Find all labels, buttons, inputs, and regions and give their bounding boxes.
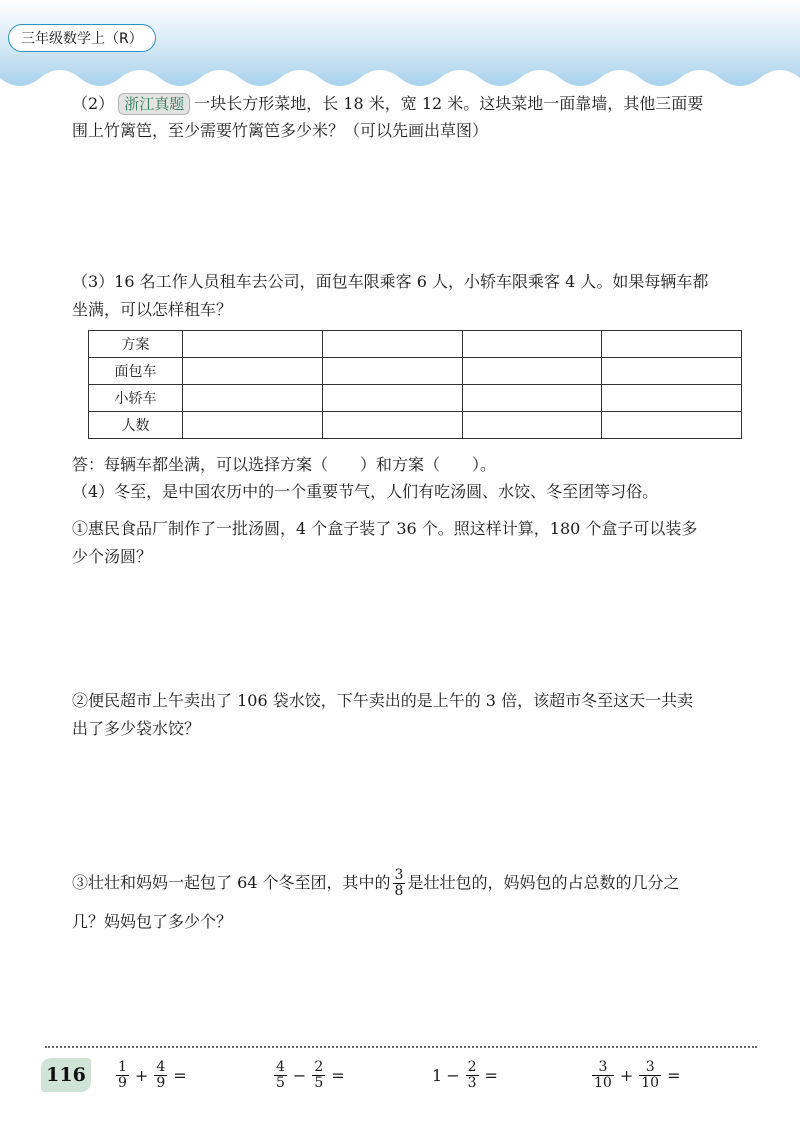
row-header-car: 小轿车: [89, 385, 183, 412]
fraction: $\frac{4}{5}$: [276, 1058, 285, 1091]
q4-part3-text-before: ③壮壮和妈妈一起包了 64 个冬至团，其中的: [72, 873, 391, 892]
fraction: $\frac{4}{9}$: [156, 1058, 166, 1091]
q2-text-1: 一块长方形菜地，长 18 米，宽 12 米。这块菜地一面靠墙，其他三面要: [194, 94, 704, 113]
q2-line-1: [72, 93, 703, 115]
q4-intro: （4）冬至，是中国农历中的一个重要节气，人们有吃汤圆、水饺、冬至团等习俗。: [72, 482, 659, 501]
fraction: $\frac{3}{10}$: [594, 1058, 612, 1091]
table-cell[interactable]: [602, 358, 742, 385]
calc-exercise-3: [432, 1058, 502, 1092]
table-row: [89, 412, 742, 439]
q3-answer-line: 答：每辆车都坐满，可以选择方案（ ）和方案（ ）。: [72, 455, 497, 474]
equals-sign: =: [331, 1065, 345, 1085]
table-cell[interactable]: [602, 412, 742, 439]
table-cell[interactable]: [322, 385, 462, 412]
table-row: [89, 331, 742, 358]
q2-number: （2）: [72, 94, 115, 113]
table-cell[interactable]: [183, 358, 323, 385]
fraction-three-eighths: [393, 868, 406, 899]
fraction-denominator: 8: [394, 883, 404, 899]
operator: −: [292, 1065, 307, 1085]
rental-plan-table: [88, 330, 742, 439]
page-number: 116: [41, 1058, 91, 1092]
calc-exercise-1: [114, 1058, 191, 1092]
q2-source-tag: 浙江真题: [118, 93, 190, 115]
row-header-van: 面包车: [89, 358, 183, 385]
table-cell[interactable]: [462, 358, 602, 385]
calc-exercise-4: [590, 1058, 684, 1092]
table-cell[interactable]: [462, 385, 602, 412]
equals-sign: =: [667, 1065, 681, 1085]
table-cell[interactable]: [183, 412, 323, 439]
row-header-people: 人数: [89, 412, 183, 439]
table-cell[interactable]: [462, 412, 602, 439]
fraction-numerator: 3: [394, 867, 404, 883]
table-cell[interactable]: [322, 412, 462, 439]
q2-line-2: 围上竹篱笆，至少需要竹篱笆多少米？（可以先画出草图）: [72, 121, 489, 140]
table-cell[interactable]: [183, 385, 323, 412]
table-cell[interactable]: [322, 331, 462, 358]
fraction: $\frac{2}{3}$: [467, 1058, 477, 1091]
table-cell[interactable]: [462, 331, 602, 358]
operator: +: [134, 1065, 149, 1085]
q4-part1-line-2: 少个汤圆？: [72, 547, 153, 566]
table-row: [89, 385, 742, 412]
operator: −: [446, 1065, 460, 1085]
book-title: 三年级数学上（R）: [8, 24, 156, 52]
footer-dotted-divider: [45, 1046, 757, 1048]
table-row: [89, 358, 742, 385]
table-cell[interactable]: [602, 331, 742, 358]
q4-part2-line-2: 出了多少袋水饺？: [72, 719, 201, 738]
q4-part2-line-1: ②便民超市上午卖出了 106 袋水饺，下午卖出的是上午的 3 倍，该超市冬至这天一共卖: [72, 691, 694, 710]
row-header-plan: 方案: [89, 331, 183, 358]
calc-exercise-2: [272, 1058, 349, 1092]
fraction: $\frac{3}{10}$: [641, 1058, 660, 1091]
table-cell[interactable]: [183, 331, 323, 358]
table-cell[interactable]: [322, 358, 462, 385]
equals-sign: =: [484, 1065, 498, 1085]
table-cell[interactable]: [602, 385, 742, 412]
operator: +: [619, 1065, 634, 1085]
q4-part3-text-after: 是壮壮包的，妈妈包的占总数的几分之: [407, 873, 680, 892]
q4-part3-line-2: 几？妈妈包了多少个？: [72, 912, 233, 931]
fraction: $\frac{1}{9}$: [118, 1058, 127, 1091]
q3-line-1: （3）16 名工作人员租车去公司，面包车限乘客 6 人，小轿车限乘客 4 人。如果每辆车都: [72, 272, 709, 291]
q3-line-2: 坐满，可以怎样租车？: [72, 300, 233, 319]
q4-part1-line-1: ①惠民食品厂制作了一批汤圆，4 个盒子装了 36 个。照这样计算，180 个盒子可以装多: [72, 519, 698, 538]
whole-number: 1: [432, 1065, 443, 1085]
equals-sign: =: [173, 1065, 187, 1085]
fraction: $\frac{2}{5}$: [314, 1058, 324, 1091]
q4-part3-line-1: [72, 866, 679, 900]
